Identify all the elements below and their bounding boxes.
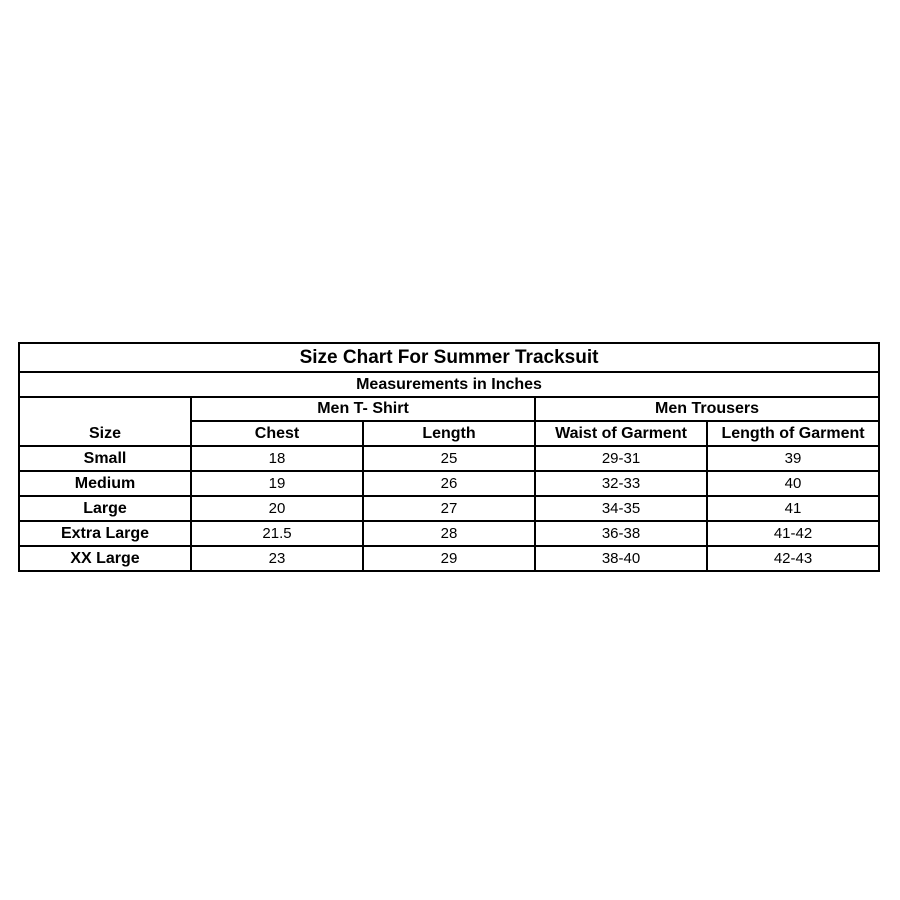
size-label: Large xyxy=(19,496,191,521)
size-label: Medium xyxy=(19,471,191,496)
chart-subtitle: Measurements in Inches xyxy=(19,372,879,397)
table-row xyxy=(19,546,879,571)
length-value: 28 xyxy=(363,521,535,546)
waist-column-header: Waist of Garment xyxy=(535,421,707,446)
size-label: XX Large xyxy=(19,546,191,571)
size-label: Extra Large xyxy=(19,521,191,546)
chest-column-header: Chest xyxy=(191,421,363,446)
chest-value: 20 xyxy=(191,496,363,521)
subtitle-row xyxy=(19,372,879,397)
garment-length-value: 41-42 xyxy=(707,521,879,546)
garment-length-value: 41 xyxy=(707,496,879,521)
garment-length-column-header: Length of Garment xyxy=(707,421,879,446)
group-header-row xyxy=(19,397,879,421)
size-label: Small xyxy=(19,446,191,471)
chest-value: 19 xyxy=(191,471,363,496)
waist-value: 36-38 xyxy=(535,521,707,546)
table-row xyxy=(19,521,879,546)
garment-length-value: 40 xyxy=(707,471,879,496)
length-column-header: Length xyxy=(363,421,535,446)
waist-value: 32-33 xyxy=(535,471,707,496)
length-value: 25 xyxy=(363,446,535,471)
waist-value: 29-31 xyxy=(535,446,707,471)
tshirt-group-header: Men T- Shirt xyxy=(191,397,535,421)
garment-length-value: 42-43 xyxy=(707,546,879,571)
waist-value: 34-35 xyxy=(535,496,707,521)
table-row xyxy=(19,471,879,496)
chest-value: 21.5 xyxy=(191,521,363,546)
waist-value: 38-40 xyxy=(535,546,707,571)
title-row xyxy=(19,343,879,372)
length-value: 27 xyxy=(363,496,535,521)
chest-value: 23 xyxy=(191,546,363,571)
chart-title: Size Chart For Summer Tracksuit xyxy=(19,343,879,372)
length-value: 26 xyxy=(363,471,535,496)
size-chart-table xyxy=(18,342,880,572)
size-column-header: Size xyxy=(19,397,191,446)
table-row xyxy=(19,446,879,471)
table-row xyxy=(19,496,879,521)
garment-length-value: 39 xyxy=(707,446,879,471)
length-value: 29 xyxy=(363,546,535,571)
trousers-group-header: Men Trousers xyxy=(535,397,879,421)
chest-value: 18 xyxy=(191,446,363,471)
